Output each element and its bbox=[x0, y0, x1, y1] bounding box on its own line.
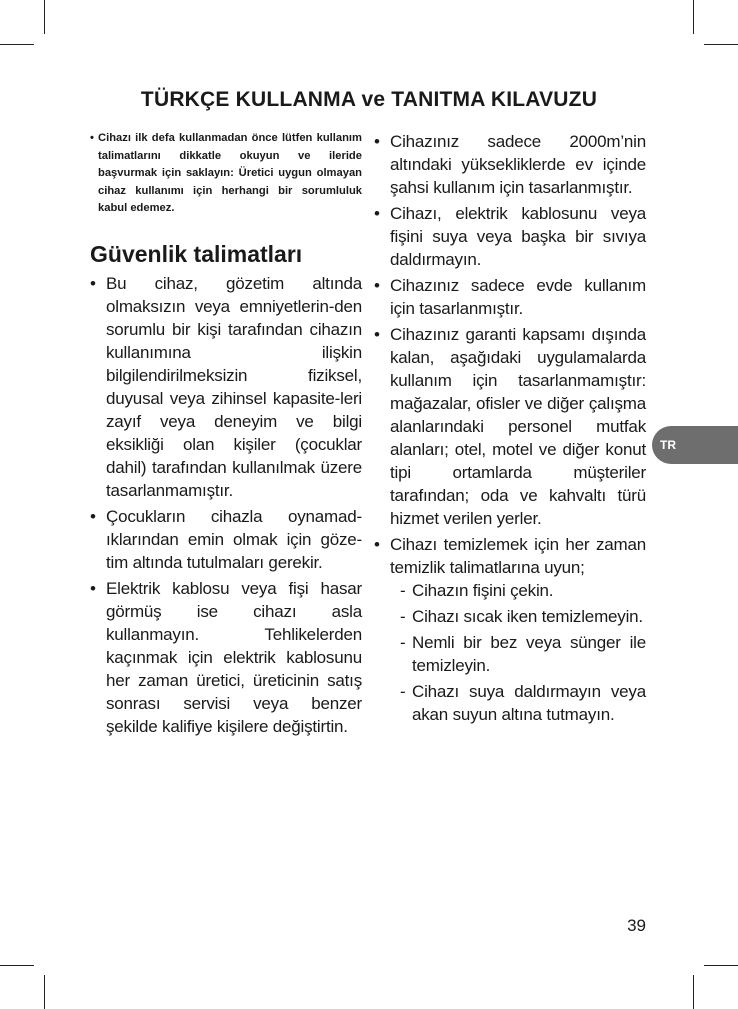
intro-note bbox=[90, 130, 362, 218]
list-item-text: Cihazınız garanti kapsamı dışında kalan, aşağıdaki uygulamalarda kullanım için tasarlanmamıştır: mağazalar, ofisler ve diğer çalışma alanlarındaki personel mutfak alanları; otel, motel ve diğer konut tipi ortamlarda müşteriler tarafından; oda ve kahvaltı türü hizmet verilen yerler. bbox=[390, 325, 646, 528]
list-item-text: Cihazı, elektrik kablosunu veya fişini suya veya başka bir sıvıya daldırmayın. bbox=[390, 204, 646, 269]
bullet-icon: • bbox=[374, 132, 380, 151]
crop-mark-top-right-h bbox=[704, 44, 738, 45]
dash-icon: - bbox=[400, 633, 406, 652]
crop-mark-top-left-h bbox=[0, 44, 34, 45]
list-item bbox=[374, 323, 646, 530]
cleaning-step bbox=[400, 680, 646, 726]
bullet-icon: • bbox=[90, 506, 96, 526]
list-item bbox=[90, 505, 362, 574]
crop-mark-bottom-left-h bbox=[0, 965, 34, 966]
cleaning-step-text: Nemli bir bez veya sünger ile temizleyin. bbox=[412, 633, 646, 675]
language-tab: TR bbox=[652, 426, 738, 464]
dash-icon: - bbox=[400, 682, 406, 701]
list-item bbox=[374, 130, 646, 199]
list-item-text: Çocukların cihazla oynamad-ıklarından emin olmak için göze-tim altında tutulmaları gerekir. bbox=[106, 506, 362, 572]
bullet-icon: • bbox=[90, 578, 96, 598]
right-column bbox=[374, 130, 646, 729]
safety-list-left bbox=[90, 272, 362, 738]
cleaning-step bbox=[400, 579, 646, 602]
cleaning-step bbox=[400, 631, 646, 677]
cleaning-step-text: Cihazı sıcak iken temizlemeyin. bbox=[412, 607, 643, 626]
bullet-icon: • bbox=[374, 276, 380, 295]
bullet-icon: • bbox=[90, 273, 96, 293]
list-item-text: Cihazı temizlemek için her zaman temizlik talimatlarına uyun; bbox=[390, 535, 646, 577]
bullet-icon: • bbox=[374, 535, 380, 554]
cleaning-step bbox=[400, 605, 646, 628]
list-item bbox=[90, 577, 362, 738]
crop-mark-bottom-left-v bbox=[44, 975, 45, 1009]
cleaning-step-text: Cihazın fişini çekin. bbox=[412, 581, 554, 600]
page-number: 39 bbox=[627, 916, 646, 935]
cleaning-steps bbox=[390, 579, 646, 726]
safety-list-right bbox=[374, 130, 646, 726]
list-item-text: Cihazınız sadece evde kullanım için tasarlanmıştır. bbox=[390, 276, 646, 318]
bullet-icon: • bbox=[90, 132, 94, 144]
list-item bbox=[374, 202, 646, 271]
page-title: TÜRKÇE KULLANMA ve TANITMA KILAVUZU bbox=[140, 88, 598, 111]
list-item bbox=[374, 533, 646, 726]
list-item bbox=[374, 274, 646, 320]
crop-mark-top-left-v bbox=[44, 0, 45, 34]
list-item-text: Bu cihaz, gözetim altında olmaksızın veya emniyetlerin-den sorumlu bir kişi tarafından cihazın kullanımına ilişkin bilgilendirilmeksizin fiziksel, duyusal veya zihinsel kapasite-leri zayıf veya deneyim ve bilgi eksikliği olan kişiler (çocuklar dahil) tarafından kullanılmak üzere tasarlanmamıştır. bbox=[106, 273, 362, 500]
bullet-icon: • bbox=[374, 204, 380, 223]
dash-icon: - bbox=[400, 607, 406, 626]
cleaning-step-text: Cihazı suya daldırmayın veya akan suyun altına tutmayın. bbox=[412, 682, 646, 724]
list-item-text: Elektrik kablosu veya fişi hasar görmüş ise cihazı asla kullanmayın. Tehlikelerden kaçınmak için elektrik kablosunu her zaman üretici, üreticinin satış sonrası servisi veya benzer şekilde kalifiye kişilere değiştirtin. bbox=[106, 578, 362, 736]
intro-text: Cihazı ilk defa kullanmadan önce lütfen kullanım talimatlarını dikkatle okuyun ve ileride başvurmak için saklayın: Üretici uygun olmayan cihaz kullanımı için herhangi bir sorumluluk kabul edemez. bbox=[98, 132, 362, 215]
bullet-icon: • bbox=[374, 325, 380, 344]
list-item-text: Cihazınız sadece 2000m’nin altındaki yüksekliklerde ev içinde şahsi kullanım için tasarlanmıştır. bbox=[390, 132, 646, 197]
left-column bbox=[90, 130, 362, 741]
crop-mark-top-right-v bbox=[693, 0, 694, 34]
crop-mark-bottom-right-h bbox=[704, 965, 738, 966]
dash-icon: - bbox=[400, 581, 406, 600]
crop-mark-bottom-right-v bbox=[693, 975, 694, 1009]
list-item bbox=[90, 272, 362, 502]
section-heading: Güvenlik talimatları bbox=[90, 240, 303, 267]
